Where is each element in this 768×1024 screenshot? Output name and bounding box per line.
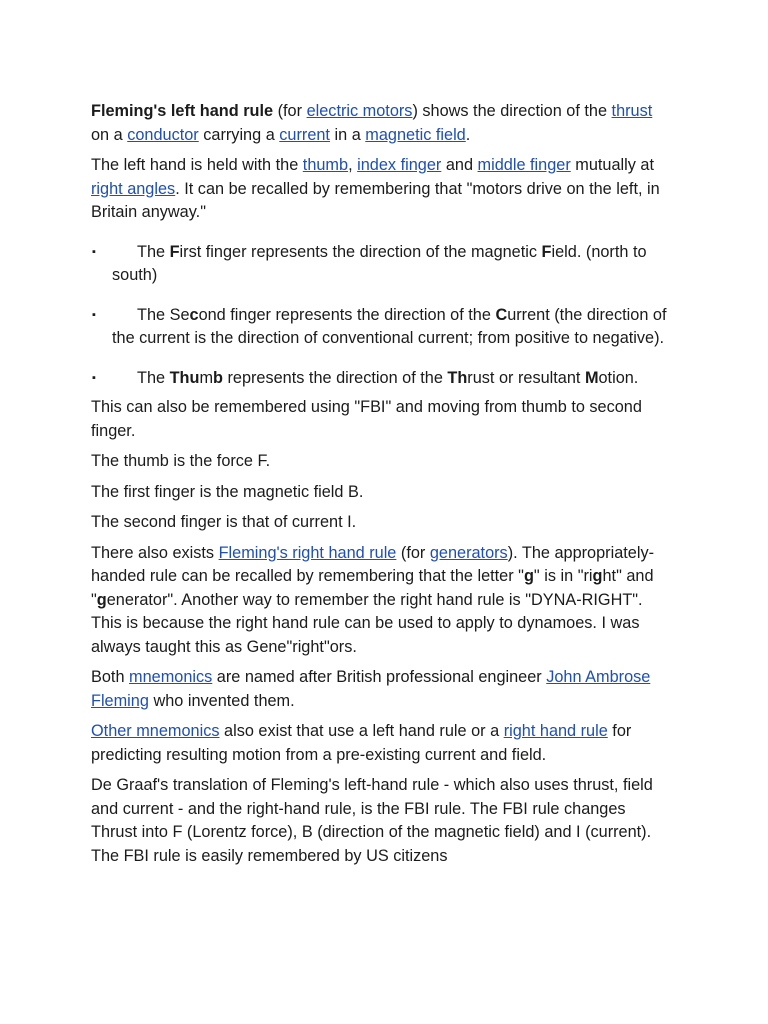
link-electric-motors[interactable]: electric motors	[306, 102, 413, 120]
paragraph-second-finger: The second finger is that of current I.	[91, 513, 357, 531]
list-item-first-finger: ▪ The First finger represents the direction of the magnetic Field. (north to south)	[92, 242, 647, 284]
link-middle-finger[interactable]: middle finger	[477, 156, 571, 174]
paragraph-thumb-force: The thumb is the force F.	[91, 452, 271, 470]
list-item-thumb: ▪ The Thumb represents the direction of the Thrust or resultant Motion.	[91, 367, 672, 391]
link-current[interactable]: current	[279, 125, 330, 144]
link-thumb[interactable]: thumb	[302, 156, 349, 174]
paragraph-left-hand: The left hand is held with the thumb, index finger and middle finger mutually at right angles. It can be recalled by remembering that "motors drive on the left, in Britain anyway."	[91, 156, 660, 221]
link-index-finger[interactable]: index finger	[357, 156, 442, 174]
link-right-angles[interactable]: right angles	[91, 179, 176, 198]
paragraph-de-graaf: De Graaf's translation of Fleming's left-hand rule - which also uses thrust, field and current - and the right-hand rule, is the FBI rule. The FBI rule changes Thrust into F (Lorentz force), B (direction of the magnetic field) and I (current). The FBI rule is easily remembered by US citizens	[91, 776, 653, 865]
bullet-icon: ▪	[92, 245, 96, 258]
finger-list	[91, 241, 672, 391]
paragraph-right-hand-rule: There also exists Fleming's right hand rule (for generators). The appropriately-handed rule can be recalled by remembering that the letter "g" is in "right" and "generator". Another way to remember the right hand rule is "DYNA-RIGHT". This is because the right hand rule can be used to apply to dynamoes. I was always taught this as Gene"right"ors.	[91, 543, 655, 656]
link-magnetic-field[interactable]: magnetic field	[365, 125, 466, 144]
link-conductor[interactable]: conductor	[127, 125, 199, 144]
paragraph-first-finger: The first finger is the magnetic field B.	[91, 482, 364, 501]
paragraph-intro: Fleming's left hand rule (for electric motors) shows the direction of the thrust on a conductor carrying a current in a magnetic field.	[91, 102, 653, 144]
bullet-icon: ▪	[92, 308, 96, 321]
paragraph-other-mnemonics: Other mnemonics also exist that use a left hand rule or a right hand rule for predicting resulting motion from a pre-existing current and field.	[91, 722, 632, 764]
link-other-mnemonics[interactable]: Other mnemonics	[91, 722, 220, 740]
link-mnemonics[interactable]: mnemonics	[129, 668, 213, 686]
link-john-ambrose-fleming[interactable]: John Ambrose Fleming	[91, 668, 651, 710]
rule-title: Fleming's left hand rule	[91, 102, 274, 120]
link-thrust[interactable]: thrust	[611, 102, 653, 120]
paragraph-mnemonics: Both mnemonics are named after British professional engineer John Ambrose Fleming who invented them.	[91, 668, 651, 710]
bullet-icon: ▪	[92, 371, 96, 384]
link-generators[interactable]: generators	[429, 543, 508, 562]
link-flemings-right-hand-rule[interactable]: Fleming's right hand rule	[218, 543, 397, 562]
paragraph-fbi: This can also be remembered using "FBI" and moving from thumb to second finger.	[91, 398, 642, 440]
list-item-second-finger: ▪ The Second finger represents the direction of the Current (the direction of the current is the direction of conventional current; from positive to negative).	[92, 305, 667, 347]
link-right-hand-rule[interactable]: right hand rule	[503, 722, 608, 740]
